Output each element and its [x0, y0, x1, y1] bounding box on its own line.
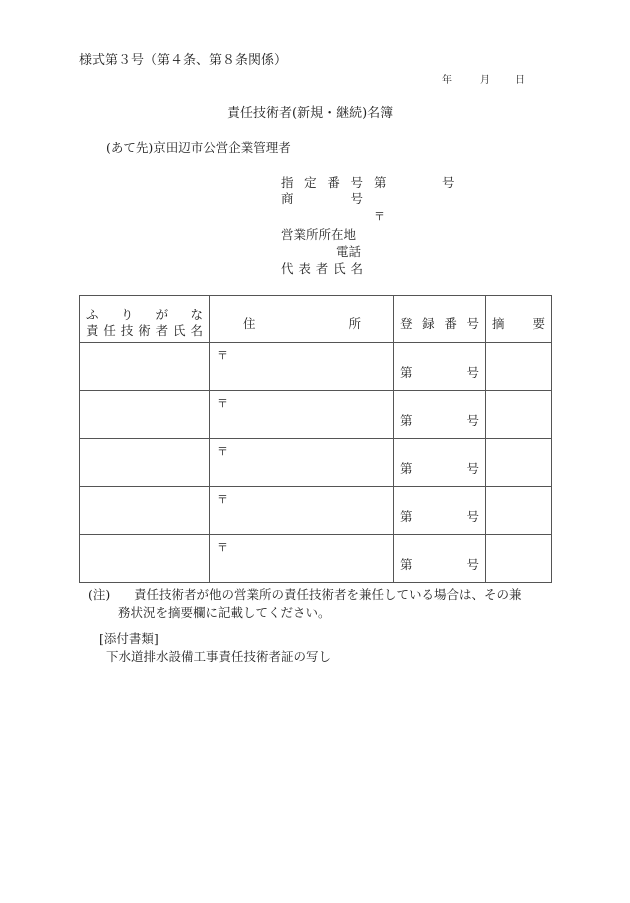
- postal-mark: 〒: [217, 445, 228, 458]
- name-cell[interactable]: [80, 487, 210, 535]
- trade-name-label: 商 号: [281, 191, 363, 206]
- registration-cell[interactable]: 第 号: [394, 439, 486, 487]
- postal-mark: 〒: [217, 541, 228, 554]
- representative-label: 代 表 者 氏 名: [281, 261, 363, 276]
- note-label: (注): [88, 587, 111, 602]
- note-line-2: 務状況を摘要欄に記載してください。: [118, 605, 331, 620]
- remarks-cell[interactable]: [486, 487, 552, 535]
- table-row: [80, 391, 552, 439]
- remarks-cell[interactable]: [486, 343, 552, 391]
- postal-mark: 〒: [217, 349, 228, 362]
- remarks-cell[interactable]: [486, 439, 552, 487]
- designation-prefix: 第: [374, 175, 387, 190]
- name-cell[interactable]: [80, 535, 210, 583]
- page-title: 責任技術者(新規・継続)名簿: [227, 106, 394, 121]
- table-header-row: [80, 296, 552, 343]
- attachments-item: 下水道排水設備工事責任技術者証の写し: [106, 649, 332, 664]
- header-name: [80, 296, 210, 343]
- addressee: (あて先)京田辺市公営企業管理者: [106, 140, 291, 155]
- table-row: [80, 535, 552, 583]
- table-row: [80, 439, 552, 487]
- table-row: [80, 343, 552, 391]
- designation-number-label: 指 定 番 号: [281, 175, 363, 190]
- name-cell[interactable]: [80, 439, 210, 487]
- name-cell[interactable]: [80, 391, 210, 439]
- designation-suffix: 号: [442, 175, 455, 190]
- date-year: 年: [442, 75, 452, 86]
- postal-mark: 〒: [217, 397, 228, 410]
- postal-mark: 〒: [217, 493, 228, 506]
- address-cell[interactable]: [210, 487, 394, 535]
- name-cell[interactable]: [80, 343, 210, 391]
- remarks-cell[interactable]: [486, 535, 552, 583]
- registration-cell[interactable]: 第 号: [394, 487, 486, 535]
- remarks-cell[interactable]: [486, 391, 552, 439]
- postal-mark: 〒: [374, 210, 385, 223]
- attachments-label: [添付書類]: [99, 631, 159, 646]
- date-day: 日: [515, 75, 525, 86]
- address-cell[interactable]: [210, 535, 394, 583]
- registration-cell[interactable]: 第 号: [394, 343, 486, 391]
- address-cell[interactable]: [210, 343, 394, 391]
- registration-cell[interactable]: 第 号: [394, 535, 486, 583]
- address-cell[interactable]: [210, 439, 394, 487]
- header-remarks: 摘 要: [486, 296, 552, 343]
- note-line-1: 責任技術者が他の営業所の責任技術者を兼任している場合は、その兼: [134, 587, 522, 602]
- phone-label: 電話: [336, 244, 362, 259]
- office-address-label: 営業所所在地: [281, 227, 357, 242]
- registration-cell[interactable]: 第 号: [394, 391, 486, 439]
- header-registration-number: 登 録 番 号: [394, 296, 486, 343]
- header-furigana: ふ り が な: [86, 307, 203, 322]
- technician-table: [79, 295, 552, 583]
- date-month: 月: [480, 75, 490, 86]
- address-cell[interactable]: [210, 391, 394, 439]
- form-number: 様式第３号（第４条、第８条関係）: [79, 53, 288, 68]
- table-row: [80, 487, 552, 535]
- header-technician-name: 責 任 技 術 者 氏 名: [86, 323, 203, 338]
- header-address: 住 所: [210, 296, 394, 343]
